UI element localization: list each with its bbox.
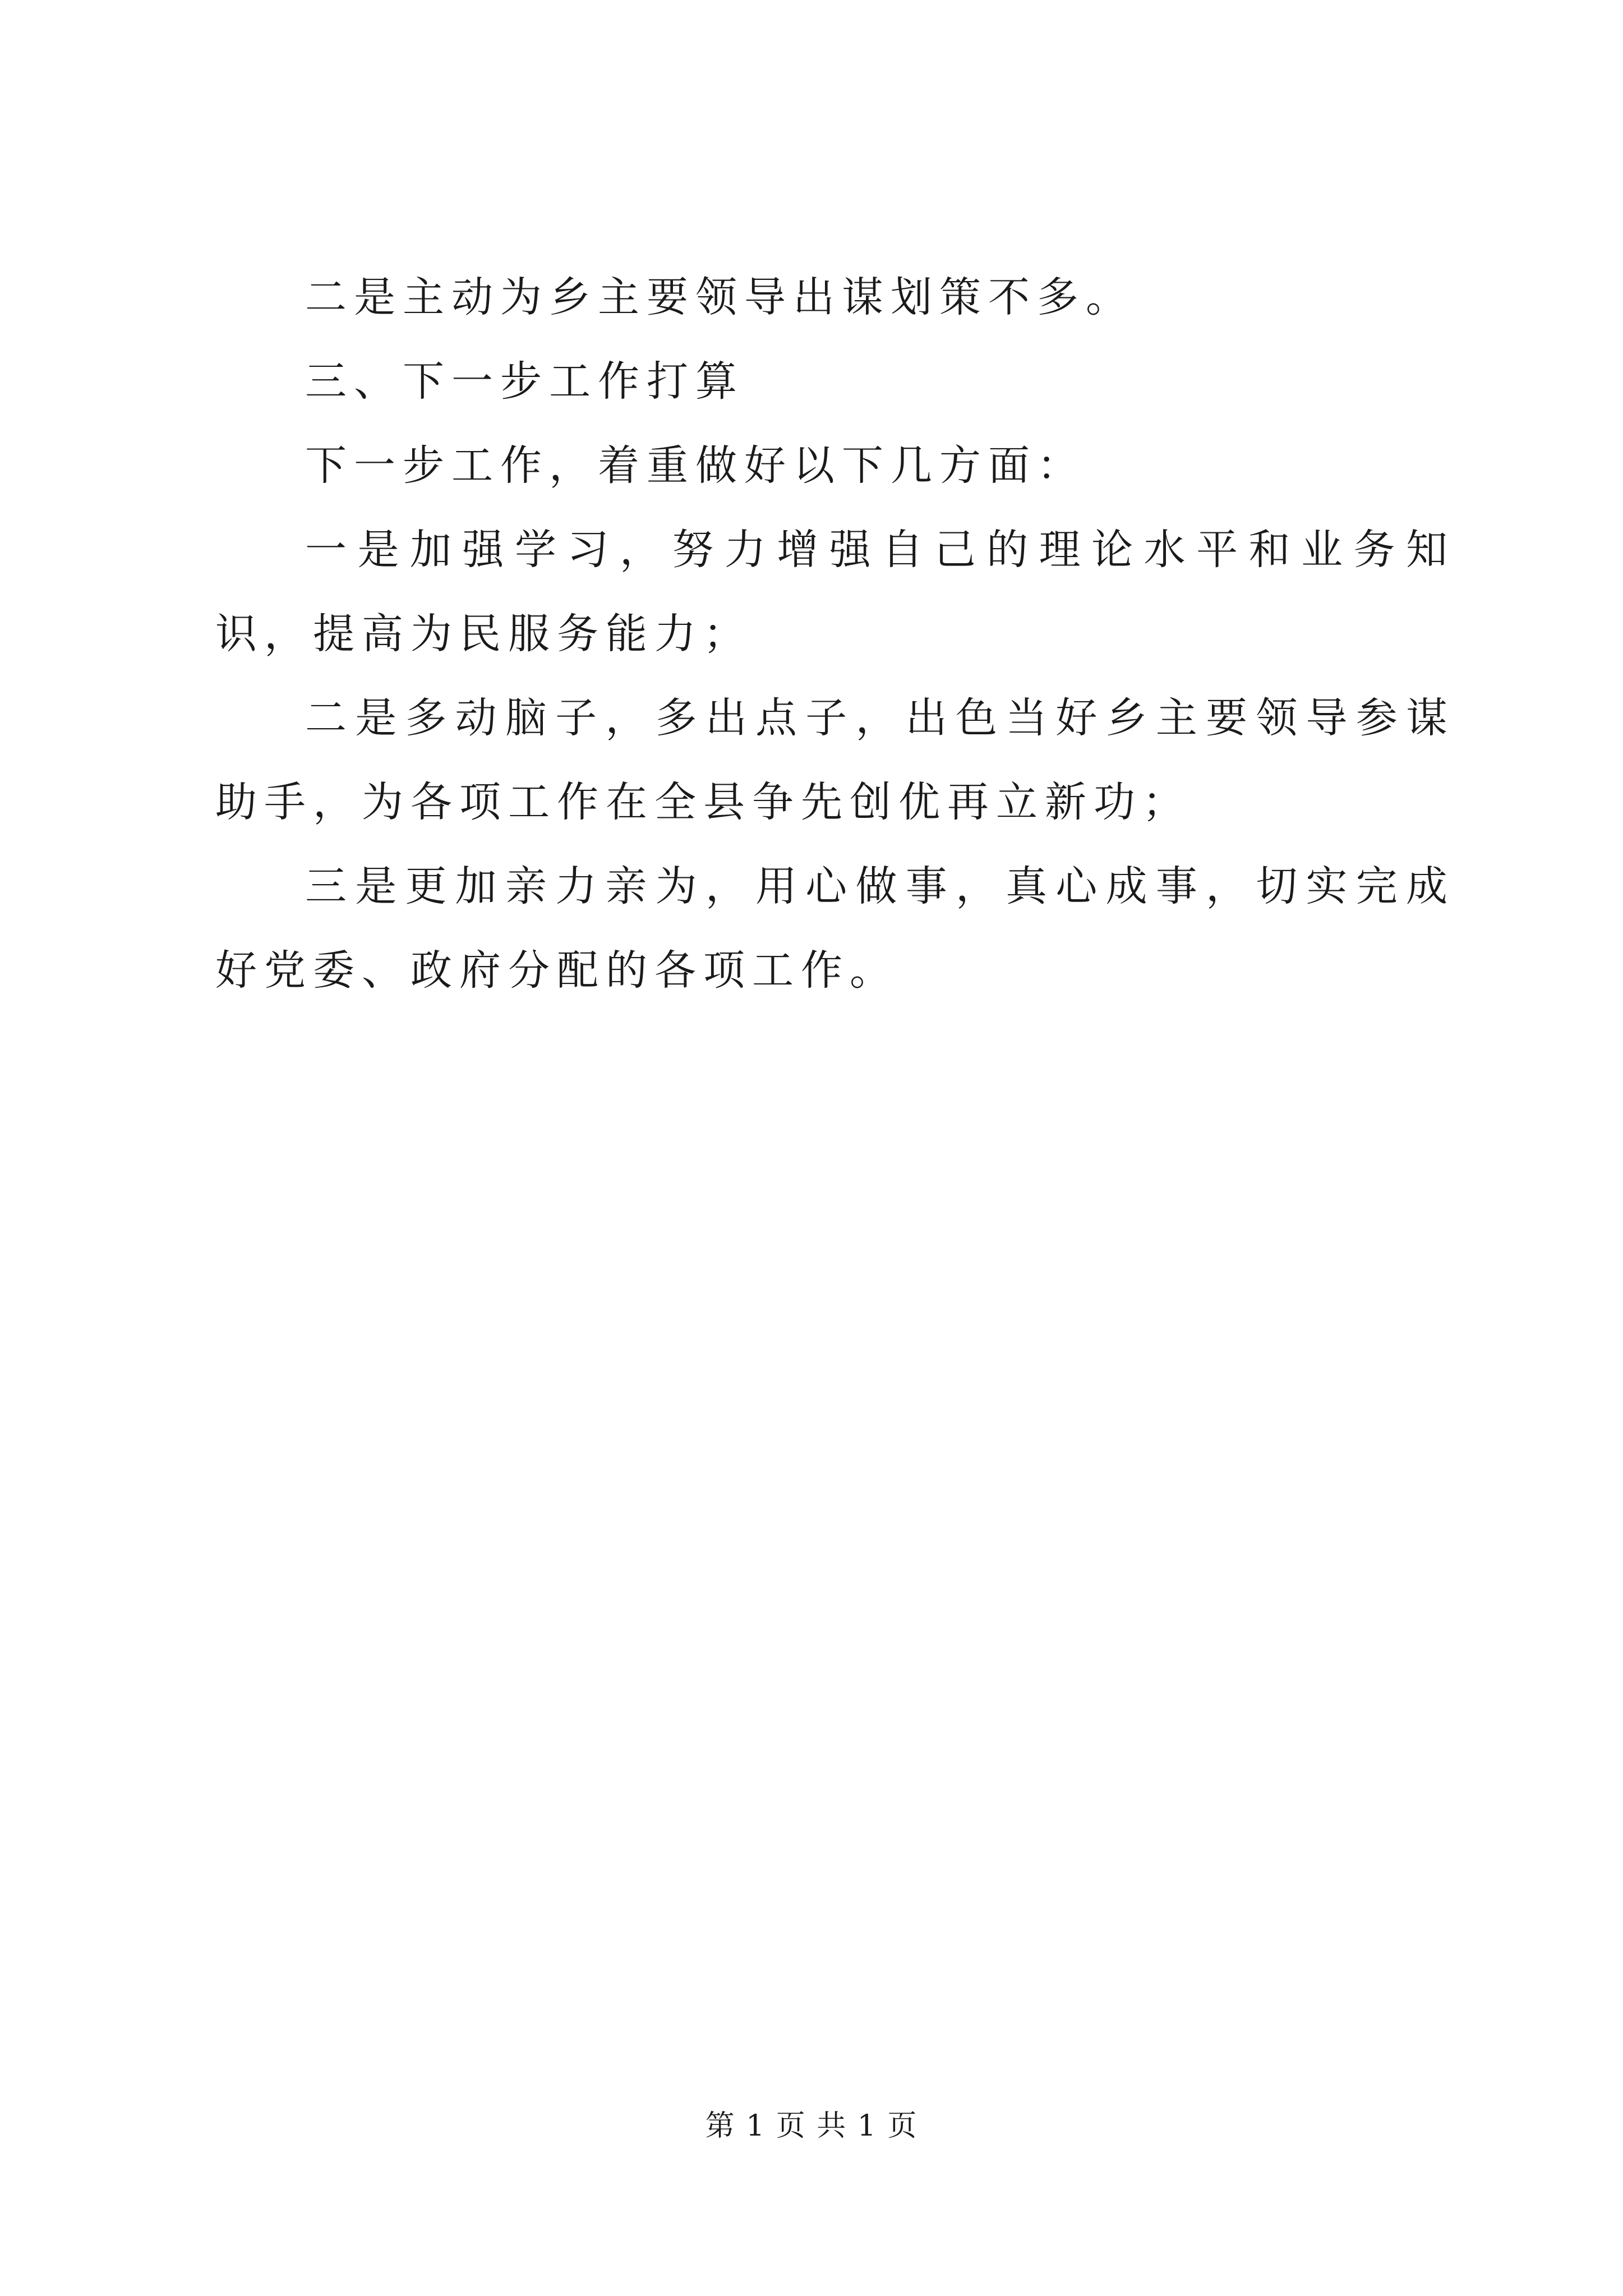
paragraph-shortcoming-two: 二是主动为乡主要领导出谋划策不多。 (305, 273, 1135, 321)
paragraph-plan-three: 三是更加亲力亲为，用心做事，真心成事，切实完成好党委、政府分配的各项工作。 (215, 862, 1455, 995)
paragraph-next-steps-intro: 下一步工作，着重做好以下几方面： (305, 441, 1086, 490)
document-body (215, 255, 1455, 1013)
paragraph-plan-two: 二是多动脑子，多出点子，出色当好乡主要领导参谋助手，为各项工作在全县争先创优再立新功； (215, 694, 1455, 826)
section-heading-next-steps: 三、下一步工作打算 (305, 357, 744, 406)
paragraph-plan-one: 一是加强学习，努力增强自己的理论水平和业务知识，提高为民服务能力； (215, 526, 1455, 658)
page-number-footer: 第 1 页 共 1 页 (705, 2109, 918, 2143)
